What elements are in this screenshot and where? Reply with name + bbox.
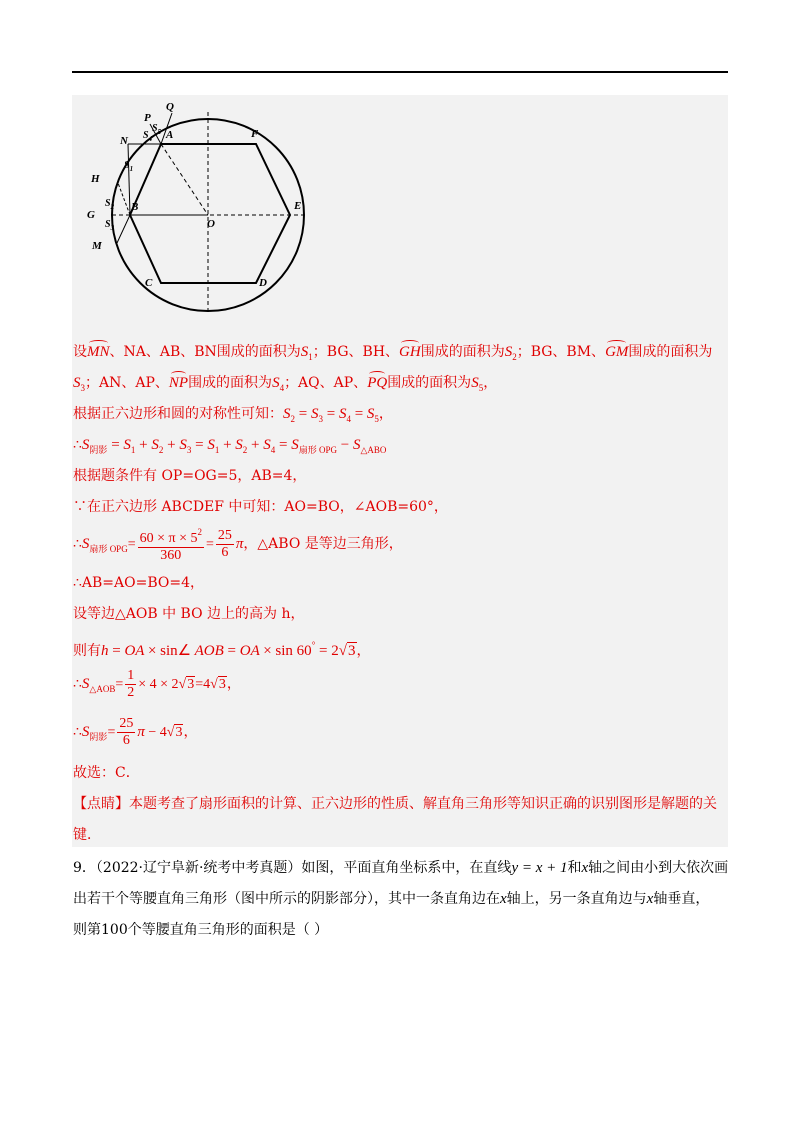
solution-line-1: 设MN、NA、AB、BN围成的面积为$S_1$；BG、BH、GH围成的面积为$S_2$；BG、BM、GM围成的面积为 [73,344,713,362]
solution-line-5: 根据题条件有 OP=OG=5，AB=4， [73,468,307,484]
label-s4: $S_4$ [143,130,153,143]
solution-line-13: 故选：C． [73,765,140,781]
solution-line-11: $\therefore S_{\triangle AOB}=$ $\frac{1}{2}$ × 4 × 2√3=4√3， [73,667,241,700]
label-p: P [144,112,151,124]
solution-line-3: 根据正六边形和圆的对称性可知：$S_2 = S_3 = S_4 = S_5$， [73,406,393,424]
question-line-3: 则第100个等腰直角三角形的面积是（ ） [73,922,329,938]
segment-ao [161,144,208,215]
solution-line-4: $\therefore S_{阴影} = S_1 + S_2 + S_3 = S_1 + S_2 + S_4 = S_{扇形 OPG} - S_{\triangle ABO}$ [73,437,387,455]
solution-line-8: ∴AB=AO=BO=4， [73,575,205,591]
solution-line-12: $\therefore S_{阴影}=$ $\frac{25}{6}$ π − 4√3， [73,715,198,748]
label-q: Q [166,101,174,113]
solution-line-14: 【点睛】本题考查了扇形面积的计算、正六边形的性质、解直角三角形等知识正确的识别图形是解题的关 [73,796,717,812]
label-b: B [131,201,139,213]
solution-line-6: ∵在正六边形 ABCDEF 中可知：AO=BO，∠AOB=60°， [73,499,448,515]
arc-np: NP [168,375,189,391]
segment-bh [118,183,130,215]
label-n: N [120,135,128,147]
label-f: F [251,128,259,140]
solution-line-10: 则有h = OA × sin∠ AOB = OA × sin 60° = 2√3， [73,640,371,659]
hexagon [130,144,290,283]
label-d: D [259,277,267,289]
label-s5: $S_5$ [152,123,162,136]
segment-bm [117,215,130,243]
label-h: H [91,173,100,185]
arc-gm: GM [605,344,629,360]
label-c: C [145,277,153,289]
segment-bn [128,144,130,215]
header-rule [72,71,728,73]
arc-gh: GH [399,344,421,360]
label-e: E [294,200,302,212]
solution-line-15: 键． [73,827,101,843]
arc-mn: MN [87,344,110,360]
label-m: M [92,240,102,252]
question-line-2: 出若干个等腰直角三角形（图中所示的阴影部分），其中一条直角边在x轴上，另一条直角边与x轴垂直， [73,891,710,907]
label-s1: $S_1$ [124,160,134,173]
solution-line-7: $\therefore S_{扇形 OPG}=$ $\frac{60 \times \pi \times 5^2}{360}$ = $\frac{25}{6}$ π，△ABO 是等边三角形， [73,524,403,567]
label-s3: $S_3$ [105,219,115,232]
label-s2: $S_2$ [105,198,115,211]
label-a: A [166,129,174,141]
hexagon-circle-figure [80,96,320,316]
solution-line-9: 设等边△AOB 中 BO 边上的高为 h， [73,606,305,622]
label-g: G [87,209,95,221]
question-line-1: 9．（2022·辽宁阜新·统考中考真题）如图，平面直角坐标系中，在直线y = x + 1和x轴之间由小到大依次画 [73,860,729,876]
arc-pq: PQ [367,375,388,391]
solution-line-2: $S_3$；AN、AP、NP围成的面积为$S_4$；AQ、AP、PQ围成的面积为$S_5$， [73,375,498,393]
label-o: O [207,218,215,230]
